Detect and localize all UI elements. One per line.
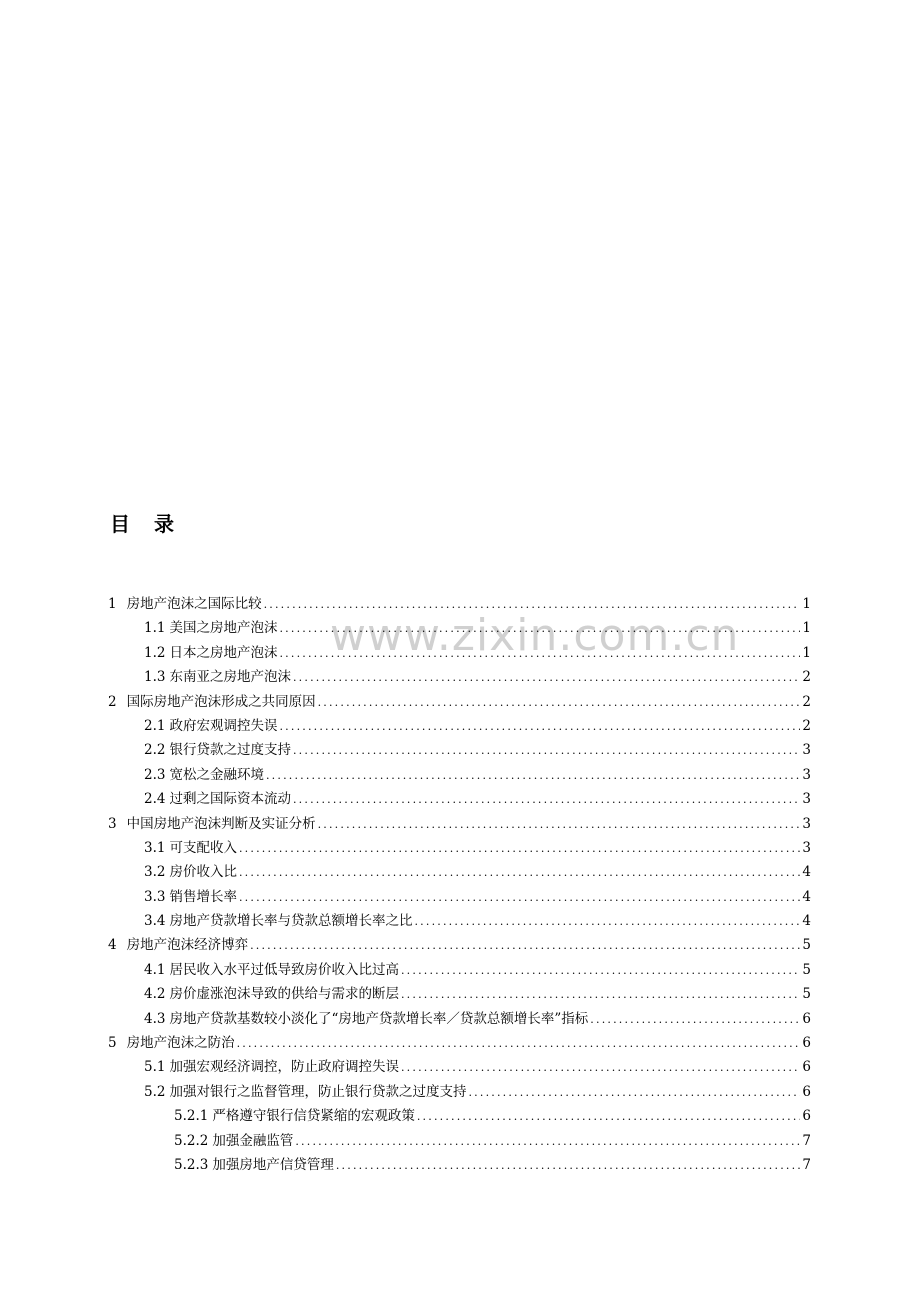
toc-entry-number: 5 <box>108 1035 117 1052</box>
toc-entry-number: 3.3 <box>144 888 166 905</box>
toc-entry-title: 过剩之国际资本流动 <box>169 791 291 808</box>
toc-entry-number: 4.1 <box>144 961 166 978</box>
toc-entry[interactable] <box>108 836 811 860</box>
toc-entry[interactable] <box>108 1080 811 1104</box>
table-of-contents <box>108 592 811 1177</box>
toc-dot-leader <box>401 1056 800 1080</box>
toc-entry-number: 5.2.1 <box>174 1108 209 1125</box>
toc-entry-title: 居民收入水平过低导致房价收入比过高 <box>169 961 399 978</box>
toc-dot-leader <box>468 1081 800 1105</box>
toc-entry-page: 6 <box>802 1083 811 1100</box>
toc-entry-page: 5 <box>802 986 811 1003</box>
toc-entry-number: 1 <box>108 596 117 612</box>
toc-dot-leader <box>336 1154 801 1178</box>
toc-entry-page: 3 <box>802 766 811 783</box>
toc-entry[interactable] <box>108 714 811 738</box>
toc-entry-page: 2 <box>802 717 811 734</box>
toc-entry[interactable] <box>108 958 811 982</box>
toc-entry-title: 国际房地产泡沫形成之共同原因 <box>126 693 316 710</box>
toc-entry[interactable] <box>108 1153 811 1177</box>
toc-entry-number: 2 <box>108 693 117 710</box>
toc-dot-leader <box>295 1130 800 1154</box>
toc-dot-leader <box>318 813 801 837</box>
toc-dot-leader <box>279 642 800 666</box>
toc-entry-title: 房地产贷款增长率与贷款总额增长率之比 <box>169 913 413 930</box>
toc-entry-title: 销售增长率 <box>169 888 237 905</box>
toc-entry-page: 1 <box>802 644 811 661</box>
toc-entry-number: 5.2.2 <box>174 1132 209 1149</box>
toc-entry-number: 1.3 <box>144 669 166 686</box>
toc-entry[interactable] <box>108 860 811 884</box>
toc-entry-page: 6 <box>802 1035 811 1052</box>
toc-entry-page: 5 <box>802 961 811 978</box>
toc-entry-page: 3 <box>802 815 811 832</box>
toc-entry-page: 3 <box>802 742 811 759</box>
toc-entry-page: 4 <box>802 913 811 930</box>
toc-entry-title: 严格遵守银行信贷紧缩的宏观政策 <box>212 1108 415 1125</box>
toc-entry[interactable] <box>108 909 811 933</box>
toc-entry-number: 1.2 <box>144 644 166 661</box>
toc-entry-title: 房地产泡沫之防治 <box>126 1035 235 1052</box>
toc-entry-title: 加强金融监管 <box>212 1132 294 1149</box>
toc-dot-leader <box>239 886 800 910</box>
toc-entry-number: 2.1 <box>144 717 166 734</box>
toc-entry[interactable] <box>108 763 811 787</box>
toc-entry-number: 2.3 <box>144 766 166 783</box>
toc-dot-leader <box>417 1105 801 1129</box>
toc-entry-page: 2 <box>802 669 811 686</box>
toc-entry-number: 5.1 <box>144 1059 166 1076</box>
toc-entry-title: 加强宏观经济调控，防止政府调控失误 <box>169 1059 399 1076</box>
toc-entry-page: 3 <box>802 791 811 808</box>
toc-entry-page: 7 <box>802 1132 811 1149</box>
toc-entry-title: 房价收入比 <box>169 864 237 881</box>
toc-entry-number: 4 <box>108 937 117 954</box>
toc-entry[interactable] <box>108 787 811 811</box>
toc-entry[interactable] <box>108 1007 811 1031</box>
watermark-text: www.zixin.com.cn <box>330 610 740 661</box>
toc-entry[interactable] <box>108 1129 811 1153</box>
toc-entry-page: 4 <box>802 864 811 881</box>
toc-dot-leader <box>279 715 800 739</box>
toc-dot-leader <box>414 910 800 934</box>
toc-entry-title: 美国之房地产泡沫 <box>169 620 278 637</box>
toc-dot-leader <box>237 1032 801 1056</box>
toc-dot-leader <box>250 934 800 958</box>
toc-entry-page: 7 <box>802 1156 811 1173</box>
toc-entry-page: 3 <box>802 839 811 856</box>
toc-entry-title: 房地产泡沫经济博弈 <box>126 937 249 954</box>
toc-entry[interactable] <box>108 885 811 909</box>
toc-entry-title: 银行贷款之过度支持 <box>169 742 291 759</box>
toc-dot-leader <box>401 983 800 1007</box>
toc-entry-title: 房价虚涨泡沫导致的供给与需求的断层 <box>169 986 399 1003</box>
toc-dot-leader <box>239 861 800 885</box>
toc-dot-leader <box>266 764 800 788</box>
toc-entry-title: 东南亚之房地产泡沫 <box>169 669 291 686</box>
toc-entry-number: 3.2 <box>144 864 166 881</box>
toc-entry-title: 日本之房地产泡沫 <box>169 644 278 661</box>
toc-entry[interactable] <box>108 812 811 836</box>
toc-dot-leader <box>293 788 800 812</box>
page-title: 目 录 <box>110 512 176 536</box>
toc-entry[interactable] <box>108 738 811 762</box>
toc-entry[interactable] <box>108 592 811 616</box>
toc-entry[interactable] <box>108 665 811 689</box>
toc-entry-number: 1.1 <box>144 620 166 637</box>
toc-entry[interactable] <box>108 690 811 714</box>
toc-entry[interactable] <box>108 1031 811 1055</box>
toc-entry-page: 6 <box>802 1010 811 1027</box>
toc-dot-leader <box>401 959 800 983</box>
toc-entry-page: 2 <box>802 693 811 710</box>
toc-entry-number: 3.4 <box>144 913 166 930</box>
toc-entry-number: 4.2 <box>144 986 166 1003</box>
toc-dot-leader <box>239 837 800 861</box>
toc-dot-leader <box>293 739 800 763</box>
toc-entry-page: 1 <box>802 620 811 637</box>
toc-dot-leader <box>264 593 801 617</box>
toc-entry-title: 政府宏观调控失误 <box>169 717 278 734</box>
toc-entry-title: 房地产贷款基数较小淡化了“房地产贷款增长率／贷款总额增长率”指标 <box>169 1010 589 1027</box>
toc-entry-page: 4 <box>802 888 811 905</box>
toc-entry-page: 1 <box>802 596 811 612</box>
toc-entry-number: 2.2 <box>144 742 166 759</box>
toc-entry[interactable] <box>108 933 811 957</box>
toc-dot-leader <box>279 617 800 641</box>
toc-entry[interactable] <box>108 1055 811 1079</box>
toc-entry-number: 3 <box>108 815 117 832</box>
toc-entry-title: 可支配收入 <box>169 839 237 856</box>
toc-entry-number: 3.1 <box>144 839 166 856</box>
toc-entry-title: 房地产泡沫之国际比较 <box>126 596 262 612</box>
toc-entry[interactable] <box>108 641 811 665</box>
toc-entry-title: 加强对银行之监督管理，防止银行贷款之过度支持 <box>169 1083 467 1100</box>
toc-dot-leader <box>590 1008 800 1032</box>
toc-entry[interactable] <box>108 616 811 640</box>
toc-entry-page: 5 <box>802 937 811 954</box>
toc-entry-number: 5.2.3 <box>174 1156 209 1173</box>
toc-entry[interactable] <box>108 982 811 1006</box>
toc-entry-number: 2.4 <box>144 791 166 808</box>
toc-entry-number: 4.3 <box>144 1010 166 1027</box>
toc-entry-number: 5.2 <box>144 1083 166 1100</box>
toc-entry-page: 6 <box>802 1059 811 1076</box>
toc-entry-title: 加强房地产信贷管理 <box>212 1156 334 1173</box>
toc-entry-title: 中国房地产泡沫判断及实证分析 <box>126 815 316 832</box>
toc-entry-page: 6 <box>802 1108 811 1125</box>
toc-entry-title: 宽松之金融环境 <box>169 766 264 783</box>
toc-entry[interactable] <box>108 1104 811 1128</box>
toc-dot-leader <box>318 691 801 715</box>
toc-dot-leader <box>293 666 800 690</box>
